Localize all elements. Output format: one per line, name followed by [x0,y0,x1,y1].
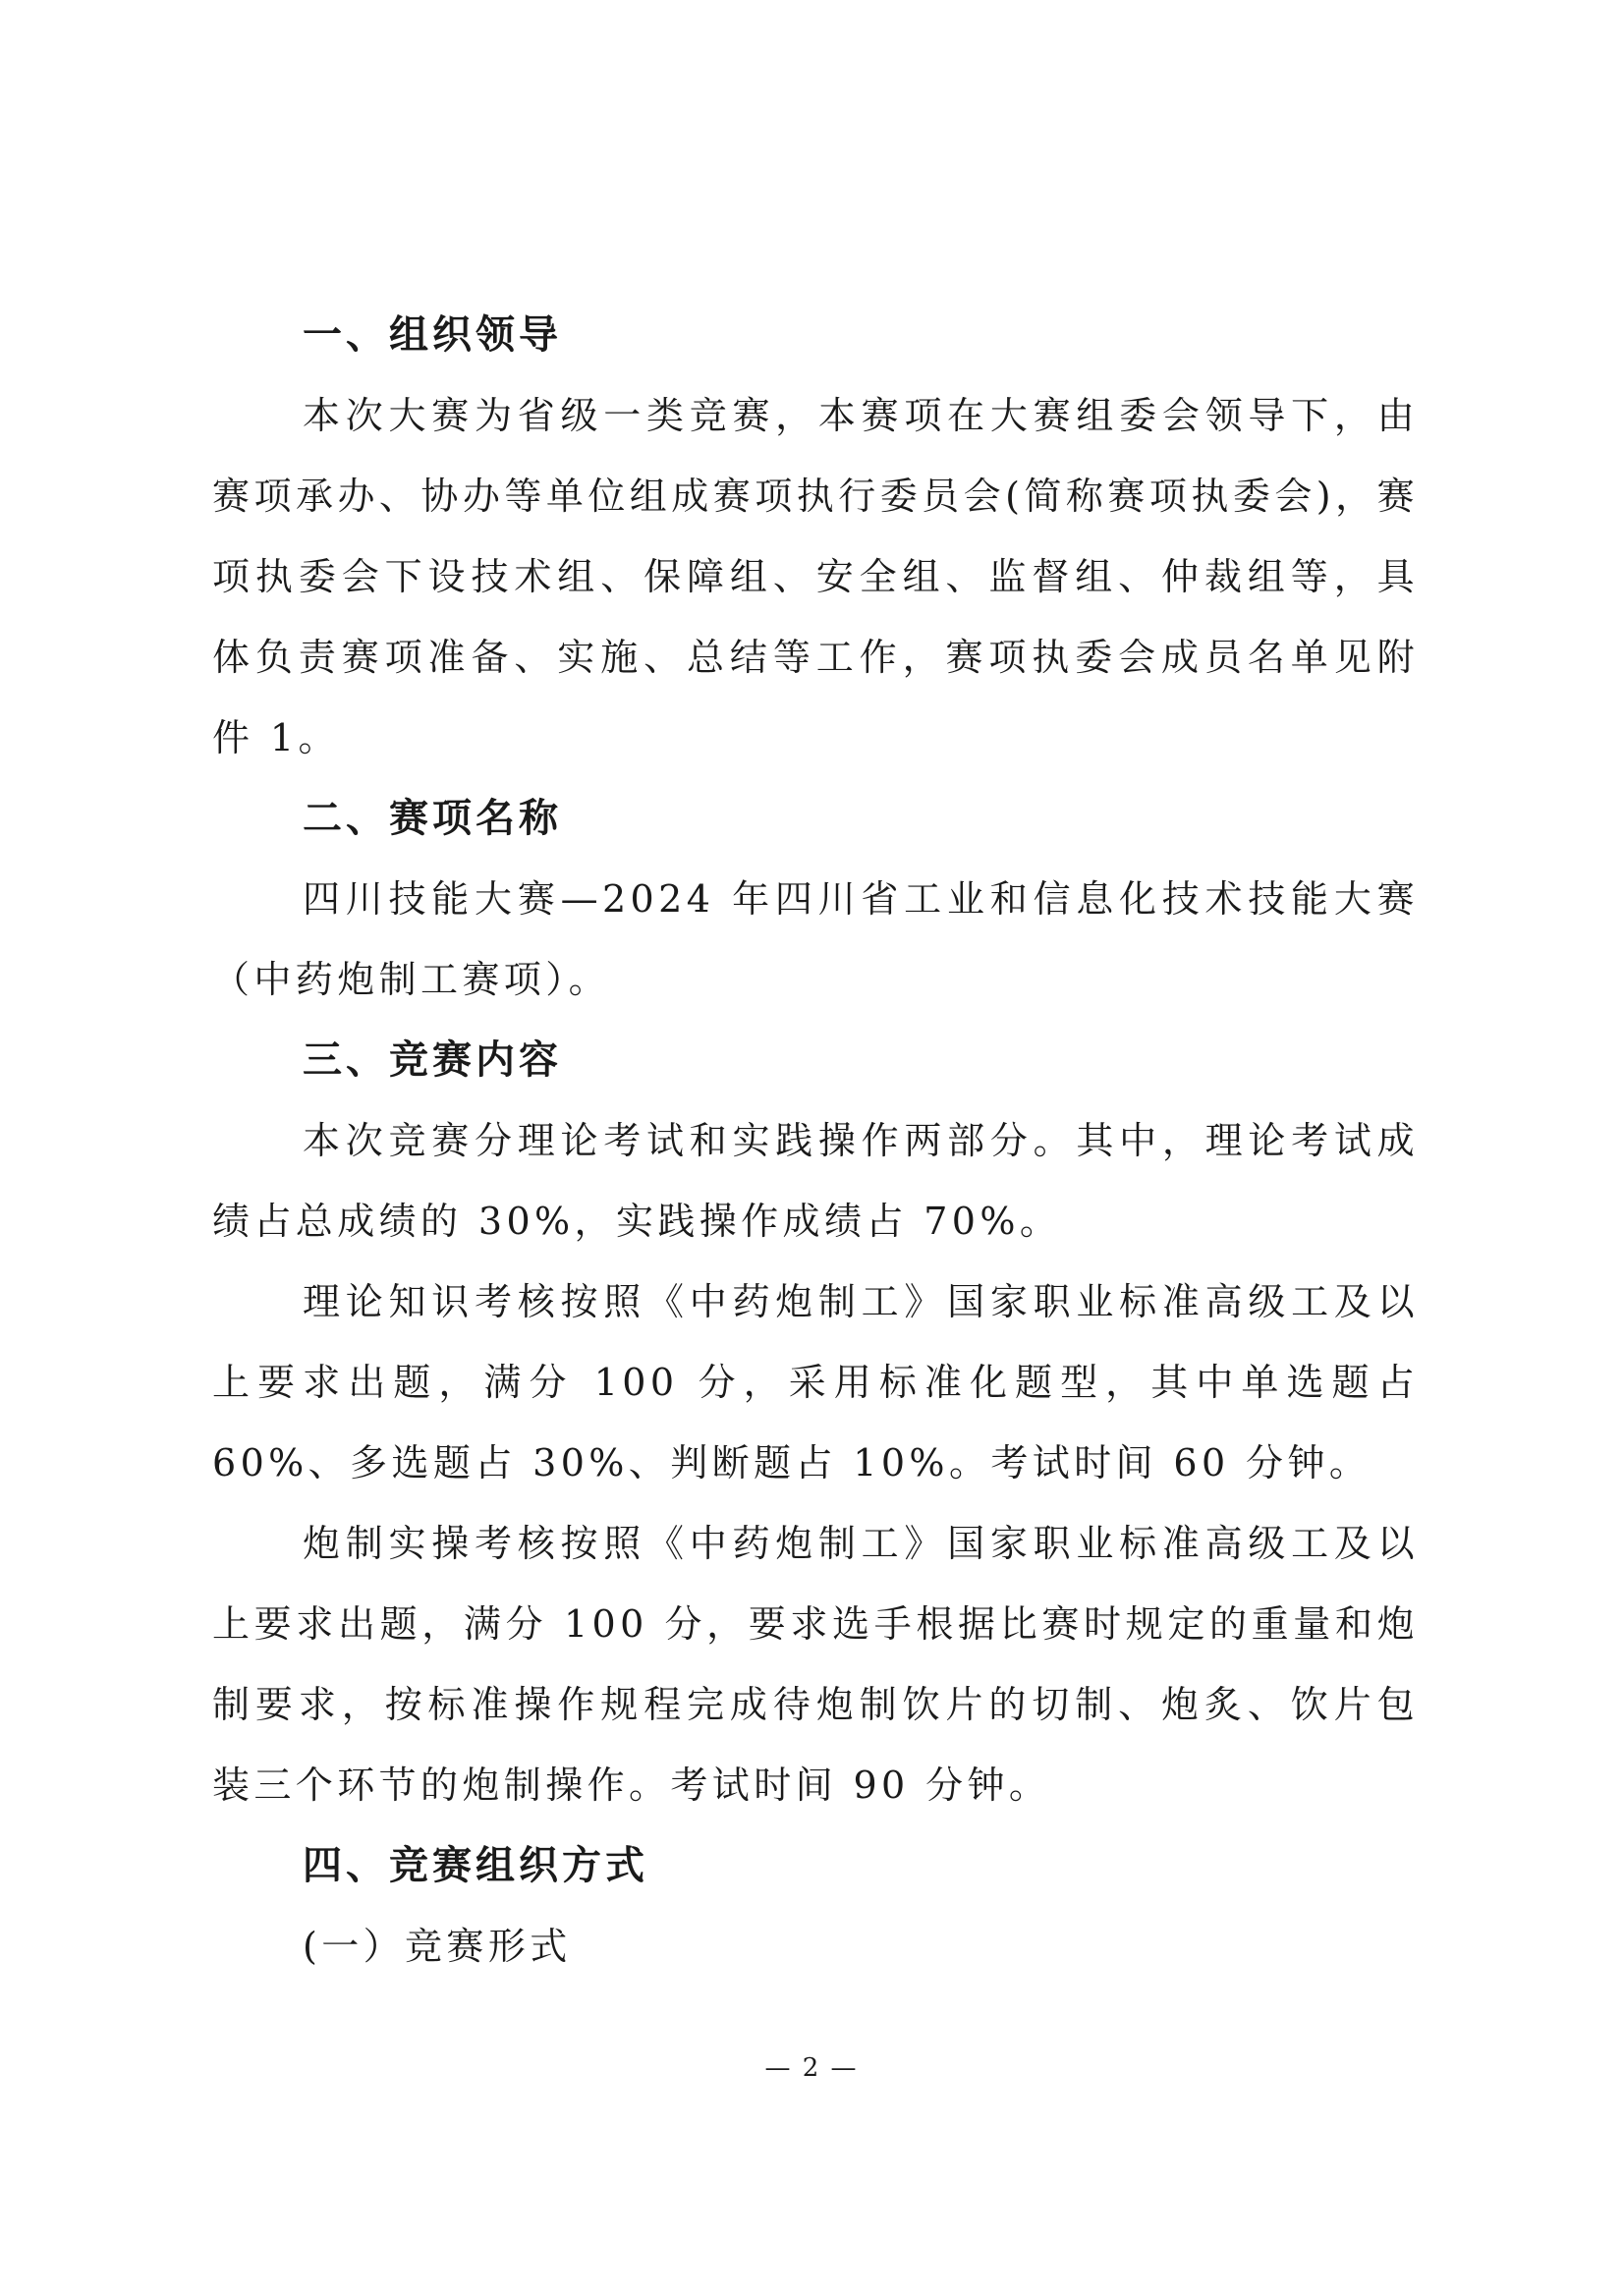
paragraph: 本次大赛为省级一类竞赛，本赛项在大赛组委会领导下，由赛项承办、协办等单位组成赛项执行委员会(简称赛项执委会)，赛项执委会下设技术组、保障组、安全组、监督组、仲裁组等，具体负责赛项准备、实施、总结等工作，赛项执委会成员名单见附件 1。 [212,394,1419,759]
paragraph: 四川技能大赛—2024 年四川省工业和信息化技术技能大赛（中药炮制工赛项）。 [212,877,1419,1001]
section-event-name [212,778,1419,1020]
paragraph: 炮制实操考核按照《中药炮制工》国家职业标准高级工及以上要求出题，满分 100 分，要求选手根据比赛时规定的重量和炮制要求，按标准操作规程完成待炮制饮片的切制、炮炙、饮片包装三个环节的炮制操作。考试时间 90 分钟。 [212,1522,1419,1807]
section-heading: 二、赛项名称 [303,796,562,841]
section-heading: 四、竞赛组织方式 [303,1843,648,1888]
section-heading: 一、组织领导 [303,312,562,358]
section-heading: 三、竞赛内容 [303,1037,562,1083]
page-number: — 2 — [764,2053,859,2083]
section-organization [212,295,1419,778]
section-competition-content [212,1020,1419,1825]
subsection-heading: (一）竞赛形式 [303,1925,572,1968]
document-body [212,295,1419,1987]
paragraph: 本次竞赛分理论考试和实践操作两部分。其中，理论考试成绩占总成绩的 30%，实践操作成绩占 70%。 [212,1119,1419,1243]
paragraph: 理论知识考核按照《中药炮制工》国家职业标准高级工及以上要求出题，满分 100 分，采用标准化题型，其中单选题占 60%、多选题占 30%、判断题占 10%。考试时间 60 分钟。 [212,1280,1419,1484]
section-organization-method [212,1825,1419,1987]
